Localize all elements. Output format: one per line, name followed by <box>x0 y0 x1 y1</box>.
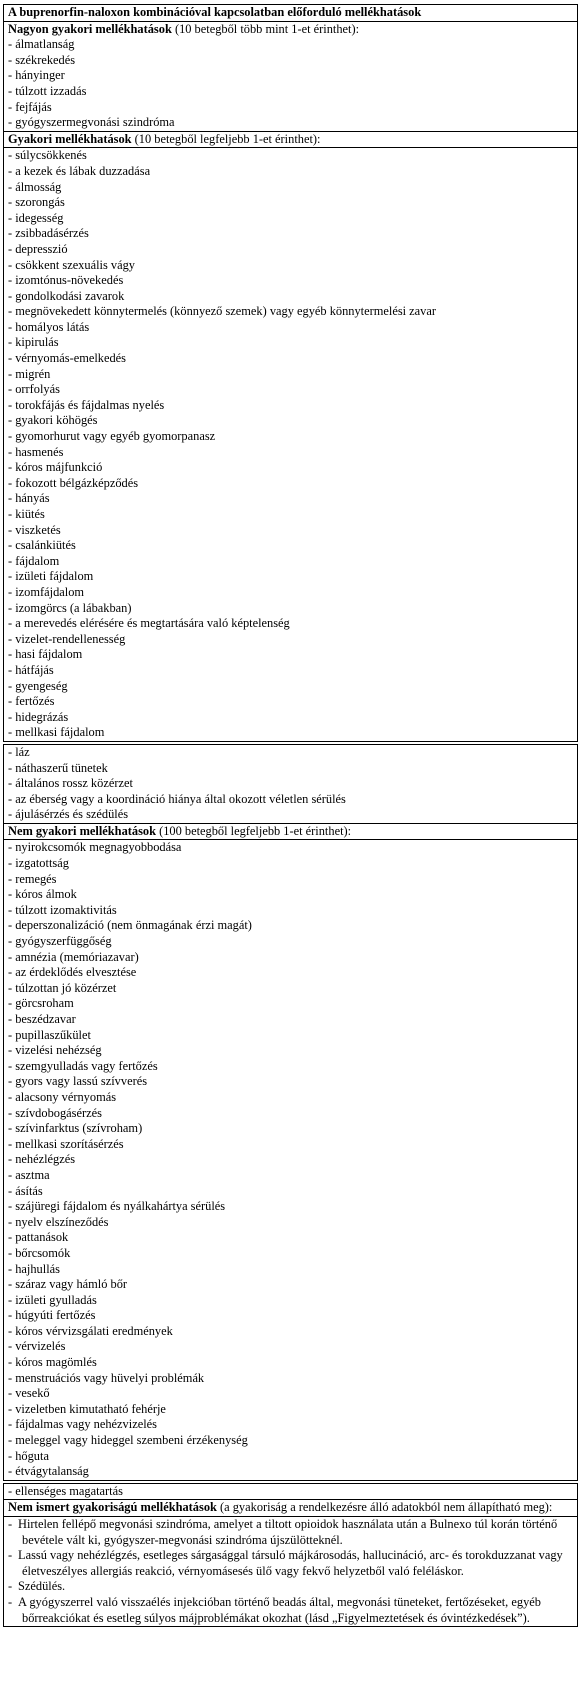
list-item: - izomfájdalom <box>8 584 85 599</box>
common-list <box>4 147 577 741</box>
very-common-heading: Nagyon gyakori mellékhatások <box>8 21 172 36</box>
list-item: - menstruációs vagy hüvelyi problémák <box>8 1370 205 1385</box>
list-item <box>4 1517 577 1548</box>
list-item: - pupillaszűkület <box>8 1027 91 1042</box>
list-item: - húgyúti fertőzés <box>8 1308 96 1323</box>
bullet-dash: - <box>8 1594 13 1609</box>
list-item-text: A gyógyszerrel való visszaélés injekcióban történő beadás által, megvonási tüneteket, fertőzéseket, egyéb bőrreakciókat és esetleg súlyos májproblémákat okozhat (lásd „Figyelmeztetések és óvintézkedések”). <box>18 1594 541 1625</box>
side-effects-document <box>3 4 578 1627</box>
uncommon-header <box>4 823 577 840</box>
list-item: - meleggel vagy hideggel szembeni érzékenység <box>8 1433 248 1448</box>
list-item: - a merevedés elérésére és megtartására való képtelenség <box>8 616 290 631</box>
list-item: - náthaszerű tünetek <box>8 760 108 775</box>
list-item: - megnövekedett könnytermelés (könnyező szemek) vagy egyéb könnytermelési zavar <box>8 304 437 319</box>
list-item: - láz <box>8 744 30 759</box>
list-item: - a kezek és lábak duzzadása <box>8 163 151 178</box>
list-item: - hasi fájdalom <box>8 647 83 662</box>
list-item: - csökkent szexuális vágy <box>8 257 135 272</box>
list-item: - gyakori köhögés <box>8 413 98 428</box>
list-item: - gyógyszermegvonási szindróma <box>8 115 175 130</box>
list-item: - hőguta <box>8 1448 49 1463</box>
list-item: - az éberség vagy a koordináció hiánya által okozott véletlen sérülés <box>8 791 346 806</box>
list-item <box>4 1595 577 1626</box>
list-item: - kóros májfunkció <box>8 460 103 475</box>
list-item: - kóros vérvizsgálati eredmények <box>8 1323 173 1338</box>
list-item: - gyengeség <box>8 678 68 693</box>
list-item: - izületi gyulladás <box>8 1292 97 1307</box>
list-item: - amnézia (memóriazavar) <box>8 949 139 964</box>
list-item: - gyors vagy lassú szívverés <box>8 1074 148 1089</box>
very-common-header <box>4 21 577 38</box>
list-item: - vérnyomás-emelkedés <box>8 351 127 366</box>
list-item: - izgatottság <box>8 856 69 871</box>
list-item: - viszketés <box>8 522 61 537</box>
list-item: - görcsroham <box>8 996 74 1011</box>
list-item: - túlzott izomaktivitás <box>8 902 117 917</box>
list-item: - fokozott bélgázképződés <box>8 475 139 490</box>
list-item: - migrén <box>8 366 51 381</box>
list-item: - vérvizelés <box>8 1339 66 1354</box>
common-header <box>4 131 577 148</box>
bullet-dash: - <box>8 1548 13 1563</box>
list-item: - mellkasi szorításérzés <box>8 1136 124 1151</box>
list-item: - hátfájás <box>8 662 54 677</box>
list-item: - vesekő <box>8 1386 50 1401</box>
list-item <box>4 1548 577 1579</box>
list-item: - fájdalom <box>8 553 60 568</box>
uncommon-continued-list <box>4 1484 577 1500</box>
list-item: - általános rossz közérzet <box>8 776 133 791</box>
document-title: A buprenorfin-naloxon kombinációval kapcsolatban előforduló mellékhatások <box>8 5 422 19</box>
list-item: - ájulásérzés és szédülés <box>8 807 129 822</box>
unknown-note: (a gyakoriság a rendelkezésre álló adatokból nem állapítható meg): <box>216 1500 553 1515</box>
list-item: - pattanások <box>8 1230 69 1245</box>
list-item: - vizelési nehézség <box>8 1043 102 1058</box>
list-item: - gyógyszerfüggőség <box>8 934 112 949</box>
common-continued-list <box>4 745 577 823</box>
list-item: - torokfájás és fájdalmas nyelés <box>8 397 165 412</box>
list-item: - túlzottan jó közérzet <box>8 980 117 995</box>
side-effects-table-part2 <box>3 744 578 1481</box>
list-item: - gondolkodási zavarok <box>8 288 125 303</box>
common-heading: Gyakori mellékhatások <box>8 131 132 146</box>
list-item: - alacsony vérnyomás <box>8 1089 117 1104</box>
list-item: - száraz vagy hámló bőr <box>8 1277 128 1292</box>
list-item: - álmatlanság <box>8 37 75 52</box>
list-item: - izületi fájdalom <box>8 569 94 584</box>
list-item: - szívinfarktus (szívroham) <box>8 1121 143 1136</box>
list-item: - túlzott izzadás <box>8 83 87 98</box>
common-note: (10 betegből legfeljebb 1-et érinthet): <box>131 131 321 146</box>
list-item <box>4 1579 577 1595</box>
list-item: - fájdalmas vagy nehézvizelés <box>8 1417 157 1432</box>
very-common-note: (10 betegből több mint 1-et érinthet): <box>171 21 360 36</box>
list-item: - orrfolyás <box>8 382 60 397</box>
list-item: - bőrcsomók <box>8 1245 71 1260</box>
list-item: - fertőzés <box>8 694 55 709</box>
unknown-header <box>4 1499 577 1516</box>
list-item: - mellkasi fájdalom <box>8 725 105 740</box>
side-effects-table-part1 <box>3 4 578 742</box>
list-item: - ásítás <box>8 1183 43 1198</box>
uncommon-heading: Nem gyakori mellékhatások <box>8 823 156 838</box>
list-item: - álmosság <box>8 179 62 194</box>
bullet-dash: - <box>8 1517 13 1531</box>
list-item: - hajhullás <box>8 1261 60 1276</box>
side-effects-table-part3 <box>3 1483 578 1627</box>
very-common-list <box>4 37 577 131</box>
list-item-text: Lassú vagy nehézlégzés, esetleges sárgasággal társuló májkárosodás, hallucináció, arc- és torokduzzanat vagy életveszélyes allergiás reakció, vérnyomásesés ülő vagy fekvő helyzetből való feléláskor. <box>18 1548 563 1578</box>
unknown-heading: Nem ismert gyakoriságú mellékhatások <box>8 1500 217 1515</box>
list-item-text: Szédülés. <box>18 1579 66 1594</box>
list-item: - kipirulás <box>8 335 59 350</box>
list-item: - kiütés <box>8 507 45 521</box>
list-item: - nyelv elszíneződés <box>8 1214 109 1229</box>
list-item: - beszédzavar <box>8 1012 76 1026</box>
list-item: - hasmenés <box>8 444 64 459</box>
list-item: - kóros magömlés <box>8 1355 97 1370</box>
list-item: - vizelet-rendellenesség <box>8 631 126 646</box>
list-item: - izomgörcs (a lábakban) <box>8 600 132 615</box>
list-item: - depresszió <box>8 241 68 256</box>
list-item: - szívdobogásérzés <box>8 1105 102 1120</box>
list-item: - súlycsökkenés <box>8 148 87 163</box>
list-item: - izomtónus-növekedés <box>8 273 124 288</box>
list-item: - székrekedés <box>8 52 76 67</box>
list-item: - homályos látás <box>8 319 90 334</box>
list-item: - étvágytalanság <box>8 1464 89 1479</box>
list-item: - az érdeklődés elvesztése <box>8 965 137 980</box>
list-item: - csalánkiütés <box>8 538 76 553</box>
list-item: - ellenséges magatartás <box>8 1483 123 1498</box>
list-item: - fejfájás <box>8 99 52 114</box>
uncommon-list <box>4 839 577 1479</box>
list-item: - szájüregi fájdalom és nyálkahártya sérülés <box>8 1199 226 1214</box>
bullet-dash: - <box>8 1579 13 1594</box>
list-item: - zsibbadásérzés <box>8 226 89 241</box>
list-item: - nyirokcsomók megnagyobbodása <box>8 840 182 855</box>
list-item-text: Hirtelen fellépő megvonási szindróma, amelyet a tiltott opioidok használata után a Bulnexo túl korán történő bevétele vált ki, gyógyszer-megvonási szindróma újszülötteknél. <box>18 1517 558 1547</box>
uncommon-note: (100 betegből legfeljebb 1-et érinthet): <box>156 823 352 838</box>
list-item: - szorongás <box>8 195 65 210</box>
list-item: - nehézlégzés <box>8 1152 76 1167</box>
list-item: - hidegrázás <box>8 709 69 724</box>
unknown-list <box>4 1516 577 1626</box>
list-item: - deperszonalizáció (nem önmagának érzi magát) <box>8 918 252 933</box>
list-item: - szemgyulladás vagy fertőzés <box>8 1058 158 1073</box>
list-item: - hányinger <box>8 68 65 83</box>
list-item: - gyomorhurut vagy egyéb gyomorpanasz <box>8 429 216 444</box>
list-item: - kóros álmok <box>8 887 77 902</box>
list-item: - remegés <box>8 871 57 886</box>
list-item: - idegesség <box>8 210 64 225</box>
list-item: - asztma <box>8 1167 50 1182</box>
list-item: - hányás <box>8 491 50 506</box>
list-item: - vizeletben kimutatható fehérje <box>8 1401 166 1416</box>
